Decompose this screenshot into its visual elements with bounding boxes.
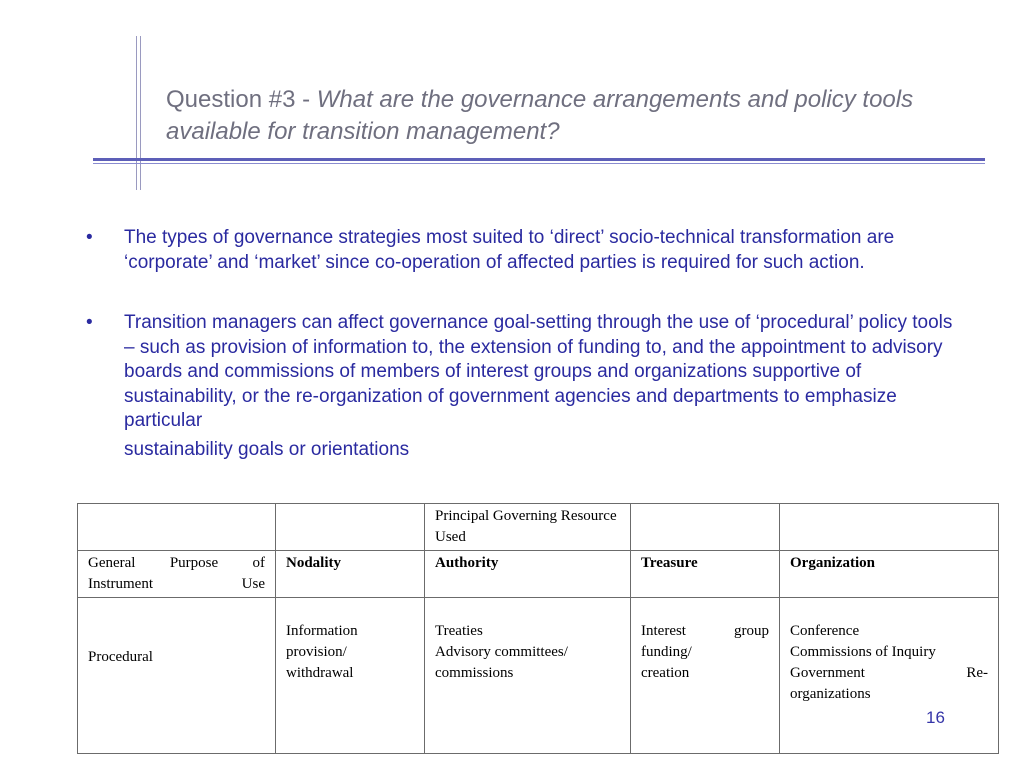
title-decoration-horizontal-line [93, 163, 985, 164]
cell-line: Conference [790, 623, 860, 639]
table-cell-procedural: Procedural [78, 598, 276, 754]
bullet-text: The types of governance strategies most suited to ‘direct’ socio-technical transformation are ‘corporate’ and ‘market’ since co-operation of affected parties is required for such action. [124, 227, 895, 273]
slide-title-prefix: Question #3 - [166, 86, 317, 113]
title-decoration-horizontal-line [93, 158, 985, 161]
table-cell-principal-resource: Principal Governing Resource Used [425, 504, 631, 551]
table-cell-purpose-label: General Purpose of Instrument Use [78, 551, 276, 598]
table-cell-organization-tools [780, 598, 999, 754]
table-cell-authority-tools [425, 598, 631, 754]
table-cell [631, 504, 780, 551]
table-row [78, 598, 999, 754]
table-row [78, 551, 999, 598]
bullet-symbol: • [86, 227, 93, 248]
table-row [78, 504, 999, 551]
bullet-text-last-line: sustainability goals or orientations [124, 438, 410, 460]
cell-line: Advisory committees/ [435, 644, 568, 660]
slide-title [166, 84, 966, 148]
policy-tools-table [77, 503, 999, 754]
table-cell-nodality-tools [276, 598, 425, 754]
bullet-item [86, 226, 966, 275]
cell-line: funding/ [641, 644, 692, 660]
cell-line: Treaties [435, 623, 483, 639]
slide-title-question: What are the governance arrangements and policy tools available for transition management? [166, 86, 914, 145]
bullet-symbol: • [86, 312, 93, 333]
table-header-authority: Authority [425, 551, 631, 598]
table-cell [276, 504, 425, 551]
cell-line: Government Re- [790, 665, 988, 681]
title-decoration-vertical-line [136, 36, 137, 190]
table-header-organization: Organization [780, 551, 999, 598]
cell-line: withdrawal [286, 665, 354, 681]
cell-line: creation [641, 665, 690, 681]
bullet-item [86, 311, 966, 462]
cell-line: Information [286, 623, 358, 639]
cell-line: organizations [790, 686, 871, 702]
title-decoration-vertical-line [140, 36, 141, 190]
table-header-treasure: Treasure [631, 551, 780, 598]
table-header-nodality: Nodality [276, 551, 425, 598]
bullet-text: Transition managers can affect governance goal-setting through the use of ‘procedural’ policy tools – such as provision of information to, the extension of funding to, and the appointment to advisory boards and commissions of members of interest groups and organizations supportive of sustainability, or the re-organization of government agencies and departments to emphasize particular [124, 312, 953, 431]
bullet-list [86, 226, 966, 462]
table-cell [780, 504, 999, 551]
cell-line: commissions [435, 665, 514, 681]
cell-line: Commissions of Inquiry [790, 644, 936, 660]
page-number: 16 [926, 708, 945, 727]
table-cell-treasure-tools [631, 598, 780, 754]
cell-line: Interest group [641, 623, 769, 639]
table-cell [78, 504, 276, 551]
cell-line: provision/ [286, 644, 347, 660]
